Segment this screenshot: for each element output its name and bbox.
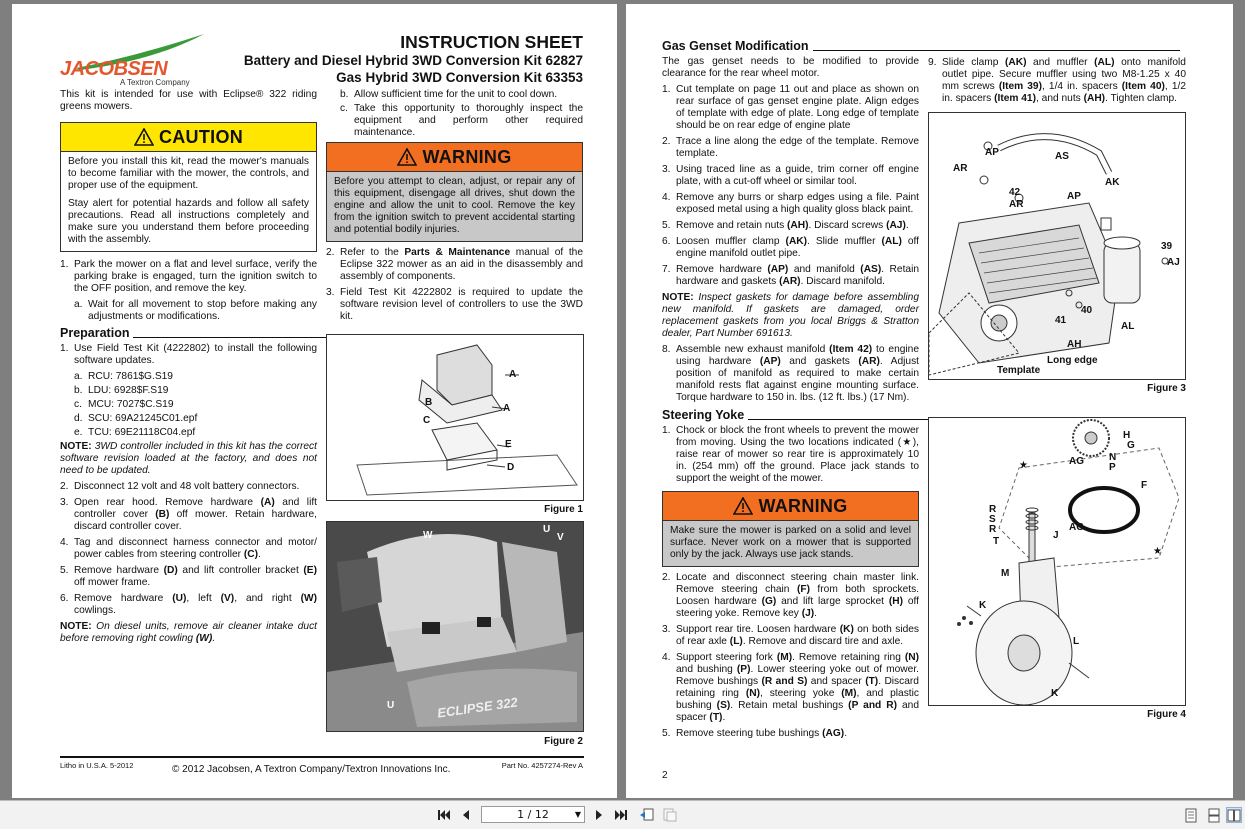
warning-box-yoke xyxy=(662,491,919,567)
fig4-label: R xyxy=(989,524,997,535)
caution-box xyxy=(60,122,317,252)
warning-triangle-icon xyxy=(134,128,154,146)
fig3-label: 39 xyxy=(1161,241,1173,252)
footer-copyright: © 2012 Jacobsen, A Textron Company/Textron Innovations Inc. xyxy=(172,764,451,775)
list-item: 5. Remove steering tube bushings (AG). xyxy=(662,728,848,739)
fig2-label: U xyxy=(543,524,551,535)
single-page-view-button[interactable] xyxy=(1183,807,1199,823)
page-2 xyxy=(626,4,1233,798)
list-item: a. Wait for all movement to stop before making any adjustments or modifications. xyxy=(74,299,317,322)
caution-body xyxy=(61,152,316,251)
fig3-label: AS xyxy=(1055,151,1069,162)
star-icon: ★ xyxy=(1019,460,1028,471)
last-page-button[interactable] xyxy=(613,807,629,823)
eclipse-decal: ECLIPSE 322 xyxy=(436,694,519,721)
gas-steps xyxy=(662,84,919,288)
cowling-photo xyxy=(327,522,583,731)
fig3-label: AJ xyxy=(1167,257,1180,268)
figure-4 xyxy=(928,417,1186,706)
fig4-label: R xyxy=(989,504,997,515)
two-page-icon xyxy=(1227,809,1241,822)
fig3-label: AL xyxy=(1121,321,1135,332)
intro-steps xyxy=(60,259,317,295)
caution-text-1: Before you install this kit, read the mower's manuals to become familiar with the mower, the controls, and proper use of the equipment. xyxy=(68,156,309,191)
list-item: 5. Remove and retain nuts (AH). Discard screws (AJ). xyxy=(662,220,909,231)
warning-body: Before you attempt to clean, adjust, or repair any of this equipment, disengage all drives, shut down the engine and allow the unit to cool. Remove the key from the ignition switch to prevent accidental starting and potential bodily injuries. xyxy=(327,172,582,241)
fig1-label: C xyxy=(423,415,431,426)
single-page-icon xyxy=(1185,808,1197,823)
list-item: c. Take this opportunity to thoroughly inspect the equipment and perform other required maintenance. xyxy=(340,103,583,138)
fig3-label: AR xyxy=(953,163,968,174)
fig3-label: AP xyxy=(1067,191,1081,202)
first-page-icon xyxy=(437,809,451,821)
fig4-label: K xyxy=(979,600,987,611)
list-item: 4. Remove any burrs or sharp edges using a file. Paint exposed metal using a high quality gloss black paint. xyxy=(662,192,919,215)
first-page-button[interactable] xyxy=(436,807,452,823)
warning-body: Make sure the mower is parked on a solid and level surface. Never work on a mower that is supported only by the jack. Always use jack stands. xyxy=(663,521,918,566)
intro-text: This kit is intended for use with Eclipse® 322 riding greens mowers. xyxy=(60,89,317,112)
list-item: 1. Park the mower on a flat and level surface, verify the parking brake is engaged, turn the ignition switch to the OFF position, and remove the key. xyxy=(60,259,317,294)
list-item: e. TCU: 69E21118C04.epf xyxy=(74,427,196,438)
fig4-label: J xyxy=(1053,530,1059,541)
fig1-label: B xyxy=(425,397,433,408)
list-item: b. Allow sufficient time for the unit to cool down. xyxy=(340,89,558,100)
previous-page-icon xyxy=(461,809,471,821)
list-item: 7. Remove hardware (AP) and manifold (AS). Retain hardware and gaskets (AR). Discard manifold. xyxy=(662,264,919,287)
continuous-view-button[interactable] xyxy=(1206,807,1222,823)
section-heading-gas-genset: Gas Genset Modification xyxy=(662,39,1180,53)
fig4-label: H xyxy=(1123,430,1131,441)
warning-triangle-icon xyxy=(397,148,417,166)
list-item: a. RCU: 7861$G.S19 xyxy=(74,371,173,382)
note-diesel: NOTE: On diesel units, remove air cleaner intake duct before removing right cowling (W). xyxy=(60,621,317,644)
warning-box xyxy=(326,142,583,242)
list-item: 4. Support steering fork (M). Remove retaining ring (N) and bushing (P). Lower steering yoke out of mower. Remove bushings (R and S) and spacer (T). Discard retaining ring (N), steering yoke (M), and plastic bushing (S). Retain metal bushings (P and R) and spacer (T). xyxy=(662,652,919,723)
fig4-label: S xyxy=(989,514,996,525)
page-number-select[interactable]: 1 / 12 ▼ xyxy=(481,806,585,823)
list-item: 3. Field Test Kit 4222802 is required to update the software revision level of controllers to use the 3WD kit. xyxy=(326,287,583,322)
fig3-label: AK xyxy=(1105,177,1120,188)
fig1-label: A xyxy=(503,403,511,414)
warning-label: WARNING xyxy=(422,146,512,167)
page-number: 2 xyxy=(662,770,668,781)
fig3-label: 41 xyxy=(1055,315,1067,326)
warning-header xyxy=(327,143,582,172)
footer-rule xyxy=(60,756,584,758)
list-item: 1. Cut template on page 11 out and place as shown on rear surface of gas genset engine plate. Align edges of template with edge of plate. Long edge of template should be on rear edge of engine plate xyxy=(662,84,919,131)
list-item: 2. Trace a line along the edge of the template. Remove template. xyxy=(662,136,919,159)
list-item: 3. Open rear hood. Remove hardware (A) and lift controller cover (B) off mower. Retain hardware, discard controller cover. xyxy=(60,497,317,532)
list-item: c. MCU: 7027$C.S19 xyxy=(74,399,174,410)
jacobsen-logo xyxy=(58,32,208,88)
fig3-label: Long edge xyxy=(1047,355,1098,366)
caution-label: CAUTION xyxy=(158,126,244,147)
fig1-label: D xyxy=(507,462,515,473)
note-gaskets: NOTE: Inspect gaskets for damage before assembling new manifold. If gaskets are damaged, order replacement gaskets from you local Briggs & Stratton dealer, Part Number 691613. xyxy=(662,292,919,339)
fig4-label: L xyxy=(1073,636,1080,647)
last-page-icon xyxy=(614,809,628,821)
fig3-label: AH xyxy=(1067,339,1082,350)
next-page-button[interactable] xyxy=(591,807,607,823)
footer-part-no: Part No. 4257274-Rev A xyxy=(501,761,583,770)
fig3-label: AP xyxy=(985,147,999,158)
list-item: 6. Loosen muffler clamp (AK). Slide muffler (AL) off engine manifold outlet pipe. xyxy=(662,236,919,259)
fig4-label: F xyxy=(1141,480,1148,491)
list-item: 2. Locate and disconnect steering chain master link. Remove steering chain (F) from both sprockets. Loosen hardware (G) and lift large sprocket (H) off steering yoke. Remove key (J). xyxy=(662,572,920,619)
continuous-page-icon xyxy=(1208,808,1220,823)
caution-text-2: Stay alert for potential hazards and follow all safety precautions. Read all instructions completely and make sure you understand them before proceeding with the assembly. xyxy=(68,198,309,245)
footer-litho: Litho in U.S.A. 5-2012 xyxy=(60,761,134,770)
software-list xyxy=(60,371,317,439)
fig4-label: P xyxy=(1109,462,1116,473)
go-back-icon xyxy=(639,807,655,823)
list-item: 2. Refer to the Parts & Maintenance manual of the Eclipse 322 mower as an aid in the disassembly and assembly of components. xyxy=(326,247,583,282)
list-item: b. LDU: 6928$F.S19 xyxy=(74,385,169,396)
list-item: 1. Chock or block the front wheels to prevent the mower from moving. Using the two locations indicated (★), raise rear of mower so rear tire is approximately 10 in. (254 mm) off the ground. Place jack stands to support the weight of the mower. xyxy=(662,425,919,484)
fig4-label: T xyxy=(993,536,1000,547)
list-item: 2. Disconnect 12 volt and 48 volt battery connectors. xyxy=(60,481,300,492)
next-page-icon xyxy=(594,809,604,821)
list-item: 6. Remove hardware (U), left (V), and right (W) cowlings. xyxy=(60,593,317,616)
warning-triangle-icon xyxy=(733,497,753,515)
fig4-label: M xyxy=(1001,568,1010,579)
fig3-label: Template xyxy=(997,365,1041,376)
figure-2-caption: Figure 2 xyxy=(544,736,583,747)
fig4-label: K xyxy=(1051,688,1059,699)
list-item: 4. Tag and disconnect harness connector and motor/ power cables from steering controller (C). xyxy=(60,537,317,560)
fig2-label: U xyxy=(387,700,395,711)
fig4-label: N xyxy=(1109,452,1117,463)
fig2-label: V xyxy=(557,532,564,543)
list-item: 3. Support rear tire. Loosen hardware (K) on both sides of rear axle (L). Remove and discard tire and axle. xyxy=(662,624,920,647)
list-item: 3. Using traced line as a guide, trim corner off engine plate, with a cut-off wheel or similar tool. xyxy=(662,164,919,187)
controller-illustration xyxy=(327,335,583,500)
warning-label: WARNING xyxy=(758,495,848,516)
figure-2 xyxy=(326,521,584,732)
list-item: d. SCU: 69A21245C01.epf xyxy=(74,413,198,424)
section-heading-steering-yoke: Steering Yoke xyxy=(662,408,1180,422)
figure-3-caption: Figure 3 xyxy=(1147,383,1186,394)
fig1-label: E xyxy=(505,439,512,450)
fig3-label: AR xyxy=(1009,199,1024,210)
logo-wordmark: JACOBSEN xyxy=(60,58,168,80)
section-heading-preparation: Preparation xyxy=(60,326,580,340)
chevron-down-icon: ▼ xyxy=(574,810,581,819)
fig4-label: AG xyxy=(1069,522,1084,533)
figure-4-caption: Figure 4 xyxy=(1147,709,1186,720)
gas-intro: The gas genset needs to be modified to provide clearance for the rear wheel motor. xyxy=(662,56,919,79)
fig3-label: 42 xyxy=(1009,187,1021,198)
figure-1 xyxy=(326,334,584,501)
fig4-label: AG xyxy=(1069,456,1084,467)
fig2-label: W xyxy=(423,530,433,541)
caution-header xyxy=(61,123,316,152)
list-item: 9. Slide clamp (AK) and muffler (AL) onto manifold outlet pipe. Secure muffler using two M8-1.25 x 40 mm screws (Item 39), 1/4 in. spacers (Item 40), 1/2 in. spacers (Item 41), and nuts (AH). Tighten clamp. xyxy=(928,57,1186,104)
go-back-button[interactable] xyxy=(639,807,655,823)
warning-header xyxy=(663,492,918,521)
note-controller: NOTE: 3WD controller included in this kit has the correct software revision loaded at the factory, and does not need to be updated. xyxy=(60,441,317,476)
previous-page-button[interactable] xyxy=(458,807,474,823)
go-forward-icon xyxy=(662,807,678,823)
page-title: INSTRUCTION SHEET xyxy=(400,32,583,52)
two-page-view-button[interactable] xyxy=(1226,807,1242,823)
logo-subtitle: A Textron Company xyxy=(120,78,190,87)
page-1 xyxy=(12,4,617,798)
fig3-label: 40 xyxy=(1081,305,1093,316)
viewer-toolbar xyxy=(0,800,1245,829)
star-icon: ★ xyxy=(1153,546,1162,557)
kit-subtitle-1: Battery and Diesel Hybrid 3WD Conversion Kit 62827 xyxy=(243,53,583,68)
figure-3 xyxy=(928,112,1186,380)
list-item: 5. Remove hardware (D) and lift controller bracket (E) off mower frame. xyxy=(60,565,317,588)
fig4-label: G xyxy=(1127,440,1135,451)
go-forward-button[interactable] xyxy=(662,807,678,823)
steering-yoke-illustration xyxy=(929,418,1185,705)
list-item: 1. Use Field Test Kit (4222802) to install the following software updates. xyxy=(60,343,317,366)
figure-1-caption: Figure 1 xyxy=(544,504,583,515)
list-item: 8. Assemble new exhaust manifold (Item 42) to engine using hardware (AP) and gaskets (AR). Adjust position of manifold as required to make certain manifold rests flat against engine mounting surface. Torque hardware to 150 in. lbs. (12 ft. lbs.) (17 Nm). xyxy=(662,344,919,403)
fig1-label: A xyxy=(509,369,517,380)
kit-subtitle-2: Gas Hybrid 3WD Conversion Kit 63353 xyxy=(336,70,583,85)
